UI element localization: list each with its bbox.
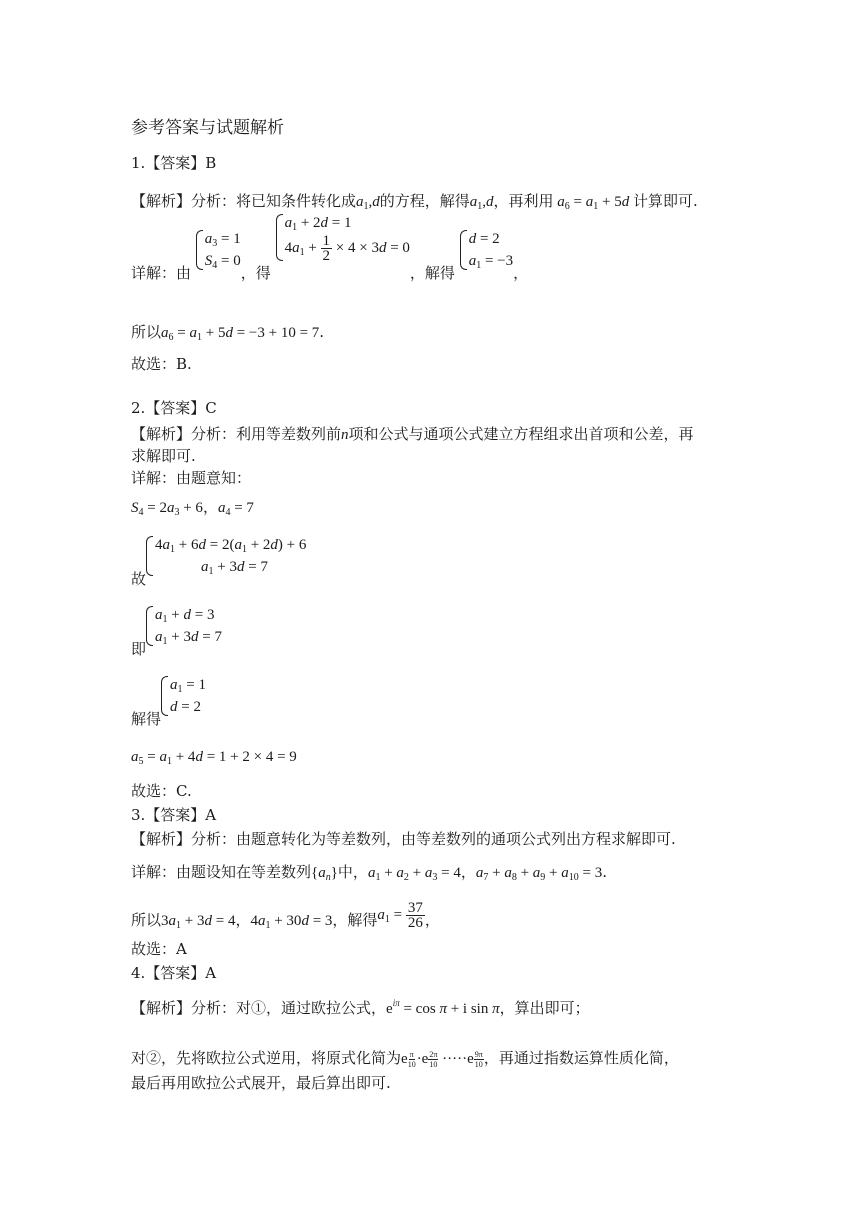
q4-analysis: 【解析】分析：对①，通过欧拉公式，$e^{i\pi} = \cos \pi + i$ sin π，算出即可； <box>131 998 590 1017</box>
math-a5: $a_5 = a_1 + 4d = 1 + 2 \times 4 = 9$ <box>131 749 297 767</box>
q1-answer: 1.【答案】B <box>131 154 217 172</box>
q3-analysis: 【解析】分析：由题意转化为等差数列，由等差数列的通项公式列出方程求解即可. <box>131 830 676 848</box>
q2-answer: 2.【答案】C <box>131 399 217 417</box>
page-title: 参考答案与试题解析 <box>131 118 284 138</box>
math-a6-result: $a_6 = a_1 + 5d = -3 + 10 = 7$ <box>161 325 320 343</box>
math-system-q2a: $4a_1 + 6d = 2(a_1 + 2d) + 6$ $a_1 + 3d = 7$ <box>146 534 306 578</box>
q1-so: 所以$a_6 = a_1 + 5d = -3 + 10 = 7$. <box>131 323 325 343</box>
q1-detail: 详解：由 $a_3 = 1$ $S_4 = 0$ ，得 $a_1 + 2d = 1$ $4a_1$ + $\frac{1}{2}$ × 4 × 3d = 0 ，解得 d = 2 $a_1 = -3$ ， <box>131 230 528 281</box>
math-seq-an: $\{a_n\}$ <box>311 865 338 883</box>
math-euler-product: e $\frac{\pi}{10}$ ·e $\frac{2\pi}{10}$ ·····e $\frac{9\pi}{10}$ <box>401 1050 483 1069</box>
math-system-solution: d = 2 $a_1 = -3$ <box>460 228 513 272</box>
q1-choice: 故选：B. <box>131 355 192 373</box>
math-eq1: $3a_1 + 3d = 4$ <box>161 912 236 931</box>
math-system-derived: $a_1 + 2d = 1$ $4a_1$ + $\frac{1}{2}$ × 4 × 3d = 0 <box>276 212 410 263</box>
q2-detail: 详解：由题意知： <box>131 469 252 487</box>
q3-answer: 3.【答案】A <box>131 806 217 824</box>
q4-item2: 对②，先将欧拉公式逆用，将原式化简为e $\frac{\pi}{10}$ ·e $\frac{2\pi}{10}$ ·····e $\frac{9\pi}{10}$ ，再通过指数运算性质化简， <box>131 1049 679 1069</box>
q4-item2-cont: 最后再用欧拉公式展开，最后算出即可. <box>131 1074 391 1092</box>
q2-given: $S_4 = 2a_3 + 6$，$a_4 = 7$ <box>131 498 254 518</box>
q2-a5 <box>131 746 297 767</box>
q3-so: 所以$3a_1 + 3d = 4$，$4a_1 + 30d = 3$，解得$a_1$ = $\frac{37}{26}$ ， <box>131 900 440 931</box>
q2-namely: 即 $a_1 + d = 3$ $a_1 + 3d = 7$ <box>131 610 222 654</box>
math-a1-d: $a_1,d$ <box>356 194 380 212</box>
math-eq2: $4a_1 + 30d = 3$ <box>250 912 333 931</box>
q2-analysis-cont: 求解即可. <box>131 447 196 465</box>
math-sum-first3: $a_1 + a_2 + a_3 = 4$ <box>367 865 461 883</box>
q3-detail: 详解：由题设知在等差数列$\{a_n\}$中，$a_1 + a_2 + a_3 = 4$，$a_7 + a_8 + a_9 + a_{10} = 3$. <box>131 863 608 883</box>
q2-choice: 故选：C. <box>131 782 192 800</box>
q2-analysis: 【解析】分析：利用等差数列前n项和公式与通项公式建立方程组求出首项和公差，再 <box>131 425 694 443</box>
math-a1-value: $a_1$ = $\frac{37}{26}$ <box>377 900 423 931</box>
math-system-given: $a_3 = 1$ $S_4 = 0$ <box>196 228 241 272</box>
math-sum-7-10: $a_7 + a_8 + a_9 + a_{10} = 3$ <box>475 865 603 883</box>
q3-choice: 故选：A <box>131 940 187 958</box>
math-a6-formula: $a_6 = a_1 + 5d$ <box>553 194 633 212</box>
math-system-q2c: $a_1 = 1$ d = 2 <box>161 674 206 718</box>
q4-answer: 4.【答案】A <box>131 964 217 982</box>
math-a4: $a_4 = 7$ <box>217 500 254 518</box>
math-system-q2b: $a_1 + d = 3$ $a_1 + 3d = 7$ <box>146 604 222 648</box>
math-a1-d: $a_1,d$ <box>469 194 494 212</box>
q1-analysis: 【解析】分析：将已知条件转化成$a_1,d$的方程，解得$a_1,d$，再利用 $a_6 = a_1 + 5d$ 计算即可. <box>131 192 698 212</box>
q2-solve: 解得 $a_1 = 1$ d = 2 <box>131 680 206 724</box>
math-euler: $e^{i\pi} = \cos \pi + i$ sin π <box>386 998 500 1017</box>
q2-therefore: 故 $4a_1 + 6d = 2(a_1 + 2d) + 6$ $a_1 + 3d = 7$ <box>131 540 306 584</box>
math-s4: $S_4 = 2a_3 + 6$ <box>131 500 203 518</box>
